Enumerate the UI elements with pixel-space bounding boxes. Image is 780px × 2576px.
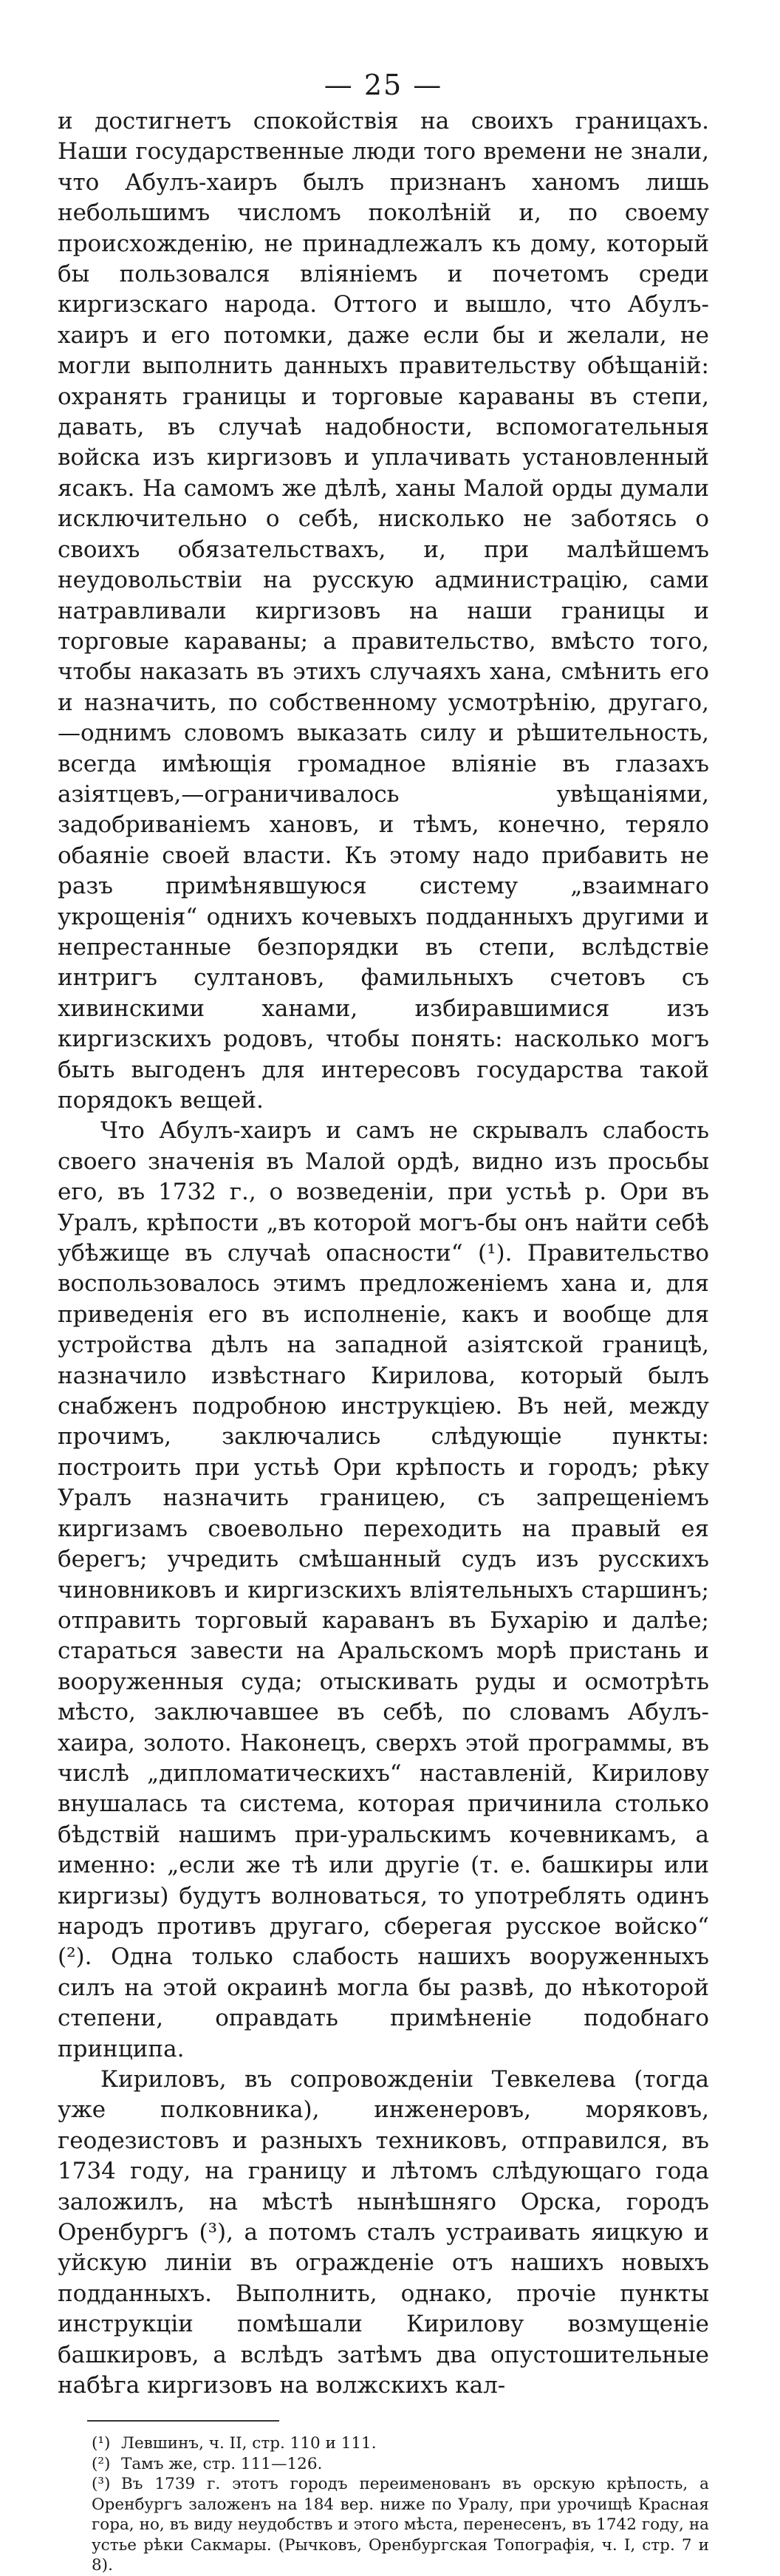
footnote-text: Тамъ же, стр. 111—126. [121, 2454, 323, 2473]
paragraph: и достигнетъ спокойствія на своихъ границахъ. Наши государственные люди того времени не знали, что Абулъ-хаиръ былъ признанъ ханомъ лишь небольшимъ числомъ поколѣній и, по своему происхожденію, не принадлежалъ къ дому, который бы пользовался вліяніемъ и почетомъ среди киргизскаго народа. Оттого и вышло, что Абулъ-хаиръ и его потомки, даже если бы и желали, не могли выполнить данныхъ правительству обѣщаній: охранять границы и торговые караваны въ степи, давать, въ случаѣ надобности, вспомогательныя войска изъ киргизовъ и уплачивать установленный ясакъ. На самомъ же дѣлѣ, ханы Малой орды думали исключительно о себѣ, нисколько не заботясь о своихъ обязательствахъ, и, при малѣйшемъ неудовольствіи на русскую администрацію, сами натравливали киргизовъ на наши границы и торговые караваны; а правительство, вмѣсто того, чтобы наказать въ этихъ случаяхъ хана, смѣнить его и назначить, по собственному усмотрѣнію, другаго,—однимъ словомъ выказать силу и рѣшительность, всегда имѣющія громадное вліяніе въ глазахъ азіятцевъ,—ограничивалось увѣщаніями, задобриваніемъ хановъ, и тѣмъ, конечно, теряло обаяніе своей власти. Къ этому надо прибавить не разъ примѣнявшуюся систему „взаимнаго укрощенія“ однихъ кочевыхъ подданныхъ другими и непрестанные безпорядки въ степи, вслѣдствіе интригъ султановъ, фамильныхъ счетовъ съ хивинскими ханами, избиравшимися изъ киргизскихъ родовъ, чтобы понять: насколько могъ быть выгоденъ для интересовъ государства такой порядокъ вещей. [58, 108, 709, 1114]
footnote-text: Левшинъ, ч. II, стр. 110 и 111. [121, 2434, 377, 2453]
page-number: — 25 — [324, 69, 443, 101]
footnote [92, 2433, 709, 2454]
footnote [92, 2474, 709, 2576]
footnote [92, 2454, 709, 2475]
footnote-mark: (²) [92, 2454, 111, 2473]
paragraph: Кириловъ, въ сопровожденіи Тевкелева (тогда уже полковника), инженеровъ, моряковъ, геодезистовъ и разныхъ техниковъ, отправился, въ 1734 году, на границу и лѣтомъ слѣдующаго года заложилъ, на мѣстѣ нынѣшняго Орска, городъ Оренбургъ (³), а потомъ сталъ устраивать яицкую и уйскую линіи въ огражденіе отъ нашихъ новыхъ подданныхъ. Выполнить, однако, прочіе пункты инструкціи помѣшали Кирилову возмущеніе башкировъ, а вслѣдъ затѣмъ два опустошительные набѣга киргизовъ на волжскихъ кал- [58, 2066, 709, 2399]
footnote-mark: (³) [92, 2475, 111, 2494]
body-text [58, 106, 709, 2401]
footnote-mark: (¹) [92, 2434, 111, 2453]
footnote-divider [87, 2420, 279, 2422]
paragraph: Что Абулъ-хаиръ и самъ не скрывалъ слабость своего значенія въ Малой ордѣ, видно изъ просьбы его, въ 1732 г., о возведеніи, при устьѣ р. Ори въ Уралъ, крѣпости „въ которой могъ-бы онъ найти себѣ убѣжище въ случаѣ опасности“ (¹). Правительство воспользовалось этимъ предложеніемъ хана и, для приведенія его въ исполненіе, какъ и вообще для устройства дѣлъ на западной азіятской границѣ, назначило извѣстнаго Кирилова, который былъ снабженъ подробною инструкціею. Въ ней, между прочимъ, заключались слѣдующіе пункты: построить при устьѣ Ори крѣпость и городъ; рѣку Уралъ назначить границею, съ запрещеніемъ киргизамъ своевольно переходить на правый ея берегъ; учредить смѣшанный судъ изъ русскихъ чиновниковъ и киргизскихъ вліятельныхъ старшинъ; отправить торговый караванъ въ Бухарію и далѣе; стараться завести на Аральскомъ морѣ пристань и вооруженныя суда; отыскивать руды и осмотрѣть мѣсто, заключавшее въ себѣ, по словамъ Абулъ-хаира, золото. Наконецъ, сверхъ этой программы, въ числѣ „дипломатическихъ“ наставленій, Кирилову внушалась та система, которая причинила столько бѣдствій нашимъ при-уральскимъ кочевникамъ, а именно: „если же тѣ или другіе (т. е. башкиры или киргизы) будутъ волноваться, то употреблять одинъ народъ противъ другаго, сберегая русское войско“ (²). Одна только слабость нашихъ вооруженныхъ силъ на этой окраинѣ могла бы развѣ, до нѣкоторой степени, оправдать примѣненіе подобнаго принципа. [58, 1117, 709, 2062]
footnotes [58, 2433, 709, 2576]
footnote-text: Въ 1739 г. этотъ городъ переименованъ въ орскую крѣпость, а Оренбургъ заложенъ на 184 вер. ниже по Уралу, при урочищѣ Красная гора, но, въ виду неудобствъ и этого мѣста, перенесенъ, въ 1742 году, на устье рѣки Сакмары. (Рычковъ, Оренбургская Топографія, ч. I, стр. 7 и 8). [92, 2475, 709, 2575]
